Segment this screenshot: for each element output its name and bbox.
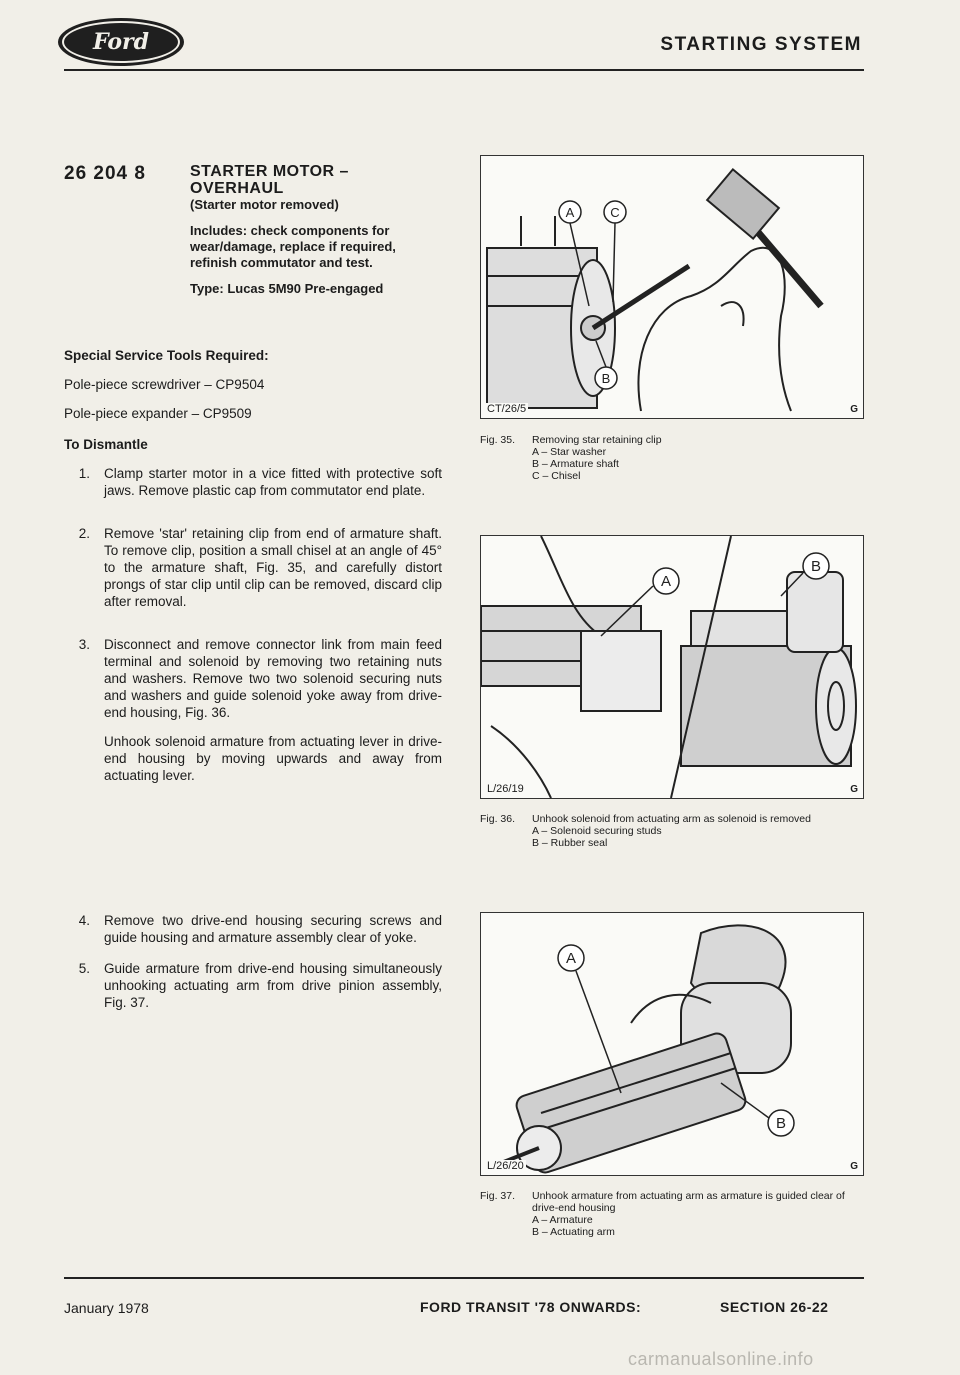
figure-35-mark: G <box>850 404 858 415</box>
step-text-continued: Unhook solenoid armature from actuating lever in drive-end housing by moving upwards and away from actuating lever. <box>104 734 442 783</box>
page-header-title: STARTING SYSTEM <box>660 34 862 55</box>
section-title-line2: OVERHAUL <box>190 180 284 197</box>
step-text: Guide armature from drive-end housing simultaneously unhooking actuating arm from drive pinion assembly, Fig. 37. <box>104 961 442 1010</box>
section-includes: Includes: check components for wear/damage, replace if required, refinish commutator and test. <box>190 223 396 270</box>
watermark: carmanualsonline.info <box>628 1349 814 1369</box>
figure-legend-item: A – Armature <box>532 1214 593 1226</box>
step-text: Remove 'star' retaining clip from end of armature shaft. To remove clip, position a small chisel at an angle of 45° to the armature shaft, Fig. 35, and carefully distort prongs of star clip until clip can be removed, discard clip after removal. <box>104 526 442 609</box>
figure-36-drawing <box>481 536 863 798</box>
header-rule <box>64 69 864 71</box>
figure-37-label-a: A <box>565 950 577 967</box>
tool-item: Pole-piece screwdriver – CP9504 <box>64 377 265 392</box>
footer-section-number: SECTION 26-22 <box>720 1299 829 1315</box>
figure-35-drawing <box>481 156 863 418</box>
figure-35-code: CT/26/5 <box>487 403 527 415</box>
figure-35-label-a: A <box>565 205 575 220</box>
ford-logo-text: Ford <box>62 21 180 63</box>
footer-date: January 1978 <box>64 1300 149 1316</box>
tools-heading: Special Service Tools Required: <box>64 348 269 363</box>
step-number: 2. <box>78 526 90 541</box>
figure-legend-item: B – Actuating arm <box>532 1226 615 1238</box>
list-item <box>64 636 442 796</box>
figure-legend-item: A – Solenoid securing studs <box>532 825 662 837</box>
footer-rule <box>64 1277 864 1279</box>
section-type: Type: Lucas 5M90 Pre-engaged <box>190 281 384 296</box>
step-text: Disconnect and remove connector link from main feed terminal and solenoid by removing two retaining nuts and washers. Remove two two solenoid securing nuts and washers and guide solenoid yoke away from drive-end housing, Fig. 36. <box>104 637 442 720</box>
step-number: 1. <box>78 466 90 481</box>
list-item <box>64 525 442 622</box>
figure-37-label-b: B <box>775 1115 787 1132</box>
step-text: Remove two drive-end housing securing screws and guide housing and armature assembly clear of yoke. <box>104 913 442 945</box>
figure-35-illustration <box>480 155 864 419</box>
figure-36-number: Fig. 36. <box>480 813 516 825</box>
section-subtitle: (Starter motor removed) <box>190 197 339 212</box>
figure-35-label-c: C <box>610 205 620 220</box>
figure-35-label-b: B <box>601 371 611 386</box>
figure-legend-item: C – Chisel <box>532 470 581 482</box>
figure-36-label-b: B <box>810 558 822 575</box>
section-heading <box>190 163 435 307</box>
step-number: 4. <box>78 913 90 928</box>
figure-37-caption <box>480 1190 865 1238</box>
figure-37-drawing <box>481 913 863 1175</box>
figure-37-illustration <box>480 912 864 1176</box>
figure-legend-item: B – Armature shaft <box>532 458 619 470</box>
figure-37-number: Fig. 37. <box>480 1190 516 1202</box>
figure-legend-item: B – Rubber seal <box>532 837 608 849</box>
figure-35-number: Fig. 35. <box>480 434 516 446</box>
operation-code: 26 204 8 <box>64 163 146 184</box>
ford-logo <box>58 18 184 66</box>
step-text: Clamp starter motor in a vice fitted with protective soft jaws. Remove plastic cap from commutator end plate. <box>104 466 442 498</box>
section-title-line1: STARTER MOTOR – <box>190 163 349 180</box>
figure-35-caption <box>480 434 865 482</box>
list-item <box>64 960 442 1011</box>
figure-36-caption-text: Unhook solenoid from actuating arm as solenoid is removed <box>532 813 811 825</box>
figure-36-label-a: A <box>660 573 672 590</box>
step-number: 5. <box>78 961 90 976</box>
list-item <box>64 465 442 511</box>
tool-item: Pole-piece expander – CP9509 <box>64 406 252 421</box>
figure-35-caption-text: Removing star retaining clip <box>532 434 662 446</box>
figure-37-code: L/26/20 <box>487 1160 524 1172</box>
dismantle-block-continued <box>64 912 442 1025</box>
dismantle-heading: To Dismantle <box>64 437 148 452</box>
figure-37-mark: G <box>850 1161 858 1172</box>
list-item <box>64 912 442 946</box>
dismantle-block <box>64 436 442 810</box>
figure-37-caption-text: Unhook armature from actuating arm as armature is guided clear of drive-end housing <box>532 1190 845 1214</box>
tools-block <box>64 347 442 434</box>
figure-legend-item: A – Star washer <box>532 446 607 458</box>
figure-36-mark: G <box>850 784 858 795</box>
footer-publication: FORD TRANSIT '78 ONWARDS: <box>420 1299 642 1315</box>
figure-36-illustration <box>480 535 864 799</box>
figure-36-caption <box>480 813 865 849</box>
figure-36-code: L/26/19 <box>487 783 524 795</box>
step-number: 3. <box>78 637 90 652</box>
